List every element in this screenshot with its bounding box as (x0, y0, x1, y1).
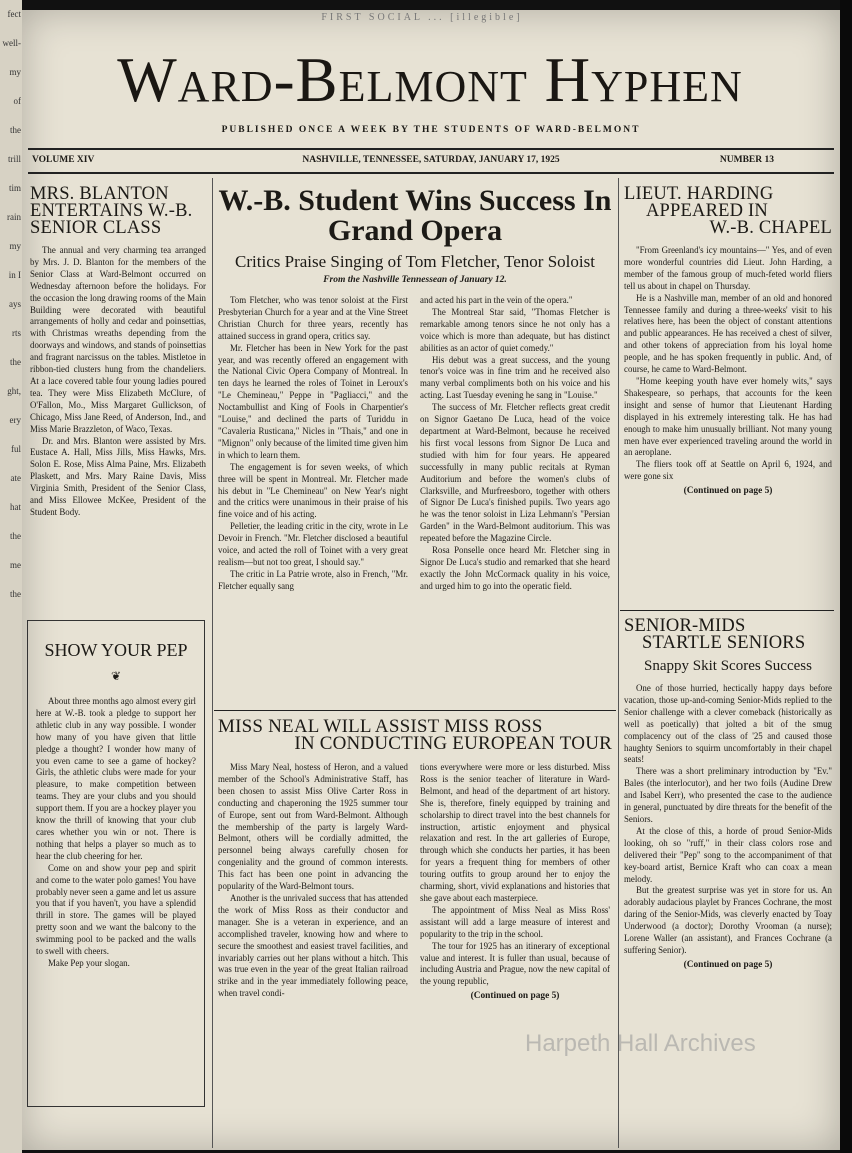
paragraph: The critic in La Patrie wrote, also in French, "Mr. Fletcher equally sang (218, 568, 408, 591)
opera-subheadline: Critics Praise Singing of Tom Fletcher, Tenor Soloist (235, 252, 595, 271)
issue-number: NUMBER 13 (719, 155, 774, 165)
seniormids-headline-1: SENIOR-MIDS (624, 616, 746, 636)
pep-headline: SHOW YOUR PEP (44, 640, 188, 660)
column-divider (212, 178, 213, 1148)
paragraph: Tom Fletcher, who was tenor soloist at the First Presbyterian Church for a year and at the Vine Street Christian Church for three years, recently has attained success in grand opera, critics say. (218, 295, 408, 341)
paragraph: tions everywhere were more or less disturbed. Miss Ross is the senior teacher of literature in Ward-Belmont, and head of the department of art history. She is, therefore, finely equipped by training and scholarship to direct travel into the best channels for instruction, artistic enjoyment and physical relaxation and rest. In the art galleries of Europe, through which she conducts her parties, it has been for years a frequent thing for members of other touring outfits to group around her to enjoy the charming, short, vivid explanations and histories that she gave about each masterpiece. (420, 762, 610, 903)
strip-fragment: my (9, 67, 21, 77)
seniormids-subheadline: Snappy Skit Scores Success (644, 658, 812, 674)
paragraph: Another is the unrivaled success that has attended the work of Miss Ross as their conductor and manager. She is a veteran in experience, and an accomplished traveler, knowing how and where to secure the smoothest and easiest travel facilities, and invariably carries out her plans without a hitch. This was true even in the year of the great Italian railroad strike and in the year immediately following peace, when travel condi- (218, 892, 408, 999)
blanton-headline: MRS. BLANTON ENTERTAINS W.-B. SENIOR CLASS (30, 184, 193, 238)
paragraph: Miss Mary Neal, hostess of Heron, and a valued member of the School's Administrative Staff, has been chosen to assist Miss Olive Carter Ross in conducting and chaperoning the 1925 summer tour of Europe, sent out from Ward-Belmont. Although the membership of the party is largely Ward-Belmont, others will be cordially admitted, the personnel being always carefully chosen for congeniality and the ground of common interests. This fact has been one point in advancing the popularity of the Ward-Belmont tours. (218, 762, 408, 892)
paragraph: One of those hurried, hectically happy days before vacation, those up-and-coming Senior-Mids replied to the Senior challenge with a clever comeback (historically as well as poetically) that jolted a bit of the smug complacency out of the class of '25 and caused those haughty Seniors to squirm uncomfortably in their chapel seats! (624, 683, 832, 765)
strip-fragment: the (10, 531, 21, 541)
strip-fragment: ays (9, 299, 21, 309)
strip-fragment: ful (11, 444, 21, 454)
masthead-tagline: PUBLISHED ONCE A WEEK BY THE STUDENTS OF WARD-BELMONT (221, 125, 641, 135)
paragraph: "Home keeping youth have ever homely wits," says Shakespeare, so perhaps, that accounts for the keen insight and sense of humor that Lieutenant Harding displayed in his extremely interesting talk. He has had enough to make him unusually brilliant. Not many young men have ever experienced traveling around the world in an aeroplane. (624, 375, 832, 458)
article-neal (218, 718, 612, 1003)
ornament-icon: ❦ (110, 669, 122, 683)
paragraph: The appointment of Miss Neal as Miss Ross' assistant will add a large measure of interest and popularity to the trip in the school. (420, 904, 610, 939)
paragraph: Rosa Ponselle once heard Mr. Fletcher sing in Signor De Luca's studio and remarked that she heard exactly the John McCormack quality in his voice, and urged him to go into the operatic field. (420, 545, 610, 591)
column-divider (618, 178, 619, 1148)
strip-fragment: ery (9, 415, 21, 425)
strip-fragment: fect (7, 9, 21, 19)
strip-fragment: me (10, 560, 21, 570)
paragraph: Mr. Fletcher has been in New York for the past year, and was recently offered an engagement with the National Civic Opera Company of Montreal. In ten days he learned the roles of Toinet in Leroux's "Le Chemineau," Peppe in "Pagliacci," and the Noctambullist and King of Fools in Charpentier's "Louise," and declined the parts of Turiddu in "Cavaleria Rusticana," Nicles in "Thais," and one in "Mignon" only because of the limited time given him in which to learn them. (218, 342, 408, 460)
opera-byline: From the Nashville Tennessean of January 12. (323, 275, 507, 285)
strip-fragment: hat (10, 502, 21, 512)
paragraph: At the close of this, a horde of proud Senior-Mids looking, oh so "ruff," in their class colors rose and delivered their "Pep" song to the accompaniment of that key-board artist, Bernice Kraft who can coax a mean melody. (624, 825, 832, 884)
paragraph: The success of Mr. Fletcher reflects great credit on Signor Gaetano De Luca, head of the voice department at Ward-Belmont, because he received his first vocal lessons from Signor De Luca and studied with him for four years. He appeared successfully in many public recitals at Ryman Auditorium and before the women's clubs of Clarksville, and Murfreesboro, together with others of Signor De Luca's finished pupils. Two years ago he was the tenor soloist in Liza Lehmann's "Persian Garden" in the Ward-Belmont auditorium. This was repeated before the Magazine Circle. (420, 402, 610, 544)
paragraph: The fliers took off at Seattle on April 6, 1924, and were gone six (624, 459, 832, 482)
adjacent-page-strip (0, 0, 22, 1153)
strip-fragment: the (10, 357, 21, 367)
rule-bottom (28, 172, 834, 174)
dateline-text: NASHVILLE, TENNESSEE, SATURDAY, JANUARY 17, 1925 (302, 155, 560, 165)
neal-headline-2: IN CONDUCTING EUROPEAN TOUR (294, 733, 612, 754)
harding-headline-1: LIEUT. HARDING (624, 184, 774, 204)
paragraph: About three months ago almost every girl here at W.-B. took a pledge to support her athletic club in any way possible. I wonder how many of you have given that little pledge a thought? I wonder how many of you even came to see a game of hockey? Girls, the athletic clubs were made for your pleasure, to make competition between teams. They are your clubs and you should support them. If you are a hockey player you know the thrill of knowing that your club cares whether you win or not. There is nothing that helps a player so much as to hear the club cheering for her. (36, 696, 196, 861)
paragraph: His debut was a great success, and the young tenor's voice was in fine trim and he received also many verbal compliments both on his voice and his acting. Last Tuesday evening he sang in "Louise." (420, 354, 610, 401)
paragraph: The annual and very charming tea arranged by Mrs. J. D. Blanton for the members of the Senior Class at Ward-Belmont occurred on Wednesday afternoon before the holidays. For the occasion the long drawing rooms of the Main Building were decorated with beautiful arrangements of holly and cedar and poinsettias, with Christmas wreaths depending from the doorways and windows, and stands of poinsettias and fragrant narcissus on the tables. Mistletoe in ribbon-tied clusters hung from the chandeliers. At a lace covered table four young ladies poured tea. They were Miss Elizabeth McClure, of O'Fallon, Mo., Miss Margaret Gullickson, of Chicago, Miss Jane Reed, of Anderson, Ind., and Miss Marie Brazzleton, of Waco, Texas. (30, 245, 206, 434)
paragraph: Pelletier, the leading critic in the city, wrote in Le Devoir in French. "Mr. Fletcher disclosed a beautiful voice, and acted the roll of Toinet with a very great realism—but not too great, I should say." (218, 521, 408, 567)
strip-fragment: the (10, 125, 21, 135)
masthead-title: Ward-Belmont Hyphen (117, 45, 743, 115)
opera-headline: W.-B. Student Wins Success In Grand Opera (218, 184, 612, 247)
strip-fragment: rts (12, 328, 21, 338)
paragraph: Make Pep your slogan. (48, 957, 130, 968)
volume-label: VOLUME XIV (32, 155, 95, 165)
paragraph: The tour for 1925 has an itinerary of exceptional value and interest. It is fuller than usual, because of including Austria and Prague, now the new capital of the young republic, (420, 940, 610, 987)
paragraph: The Montreal Star said, "Thomas Fletcher is remarkable among tenors since he not only has a voice which is more than adequate, but has distinct abilities as an actor of quiet comedy." (420, 306, 610, 353)
paragraph: The engagement is for seven weeks, of which three will be spent in Montreal. Mr. Fletcher made his debut in "Le Chemineau" on New Year's night and the critics were unanimous in their praise of his fine voice and of his acting. (218, 461, 408, 520)
article-harding (624, 186, 832, 498)
continued-note: (Continued on page 5) (470, 991, 560, 1002)
paragraph: Come on and show your pep and spirit and come to the water polo games! You have probably never seen a game and let us assure you that if you haven't, you have a splendid thrill in store. The games will be played pretty soon and we want the balcony to the swimming pool to be packed and the walls to swell with cheers. (36, 862, 196, 957)
scan-edge (840, 0, 852, 1153)
strip-fragment: ght, (7, 386, 21, 396)
paragraph: "From Greenland's icy mountains—" Yes, and of even more wonderful countries did Lieut. John Harding, a member of the famous group of much-feted world fliers tell us about in chapel on Thursday. (624, 245, 832, 291)
article-blanton (30, 186, 206, 519)
section-divider (214, 710, 616, 711)
strip-fragment: of (13, 96, 21, 106)
strip-fragment: my (9, 241, 21, 251)
paragraph: Dr. and Mrs. Blanton were assisted by Mrs. Eustace A. Hall, Miss Jills, Miss Hawks, Mrs. Solon E. Rose, Miss Alma Paine, Mrs. Elizabeth Plaskett, and Mrs. Mary Raine Davis, Miss Virginia Smith, President of the Senior Class, and Miss Ellowee McKee, President of the Student Body. (30, 435, 206, 517)
strip-fragment: ate (10, 473, 21, 483)
harding-headline-2: APPEARED IN (646, 201, 768, 221)
strip-fragment: tim (8, 183, 21, 193)
continued-note: (Continued on page 5) (683, 486, 773, 497)
paragraph: He is a Nashville man, member of an old and honored Tennessee family and during a three-weeks' visit to his relatives here, has been the object of constant attentions and public appearances. He has received a chest of silver, and other tokens of appreciation from his loyal home people, and he has spoken frequently in public. And, of course, he came to Ward-Belmont. (624, 292, 832, 375)
neal-headline-1: MISS NEAL WILL ASSIST MISS ROSS (218, 716, 543, 737)
seniormids-headline-2: STARTLE SENIORS (642, 633, 806, 653)
strip-fragment: the (10, 589, 21, 599)
strip-fragment: trill (8, 154, 21, 164)
article-opera (218, 186, 612, 593)
newspaper-page (22, 10, 840, 1150)
strip-fragment: in I (8, 270, 21, 280)
pep-box (27, 620, 205, 1107)
harding-headline-3: W.-B. CHAPEL (709, 218, 832, 238)
rule-top (28, 148, 834, 150)
masthead-faint-text: FIRST SOCIAL ... [illegible] (321, 12, 523, 23)
continued-note: (Continued on page 5) (683, 959, 773, 970)
paragraph: and acted his part in the vein of the opera." (420, 295, 573, 305)
strip-fragment: rain (7, 212, 21, 222)
archive-watermark: Harpeth Hall Archives (525, 1030, 756, 1057)
paragraph: But the greatest surprise was yet in store for us. An adorably audacious playlet by Frances Cochrane, the most daring of the Senior-Mids, was cleverly enacted by Toay Underwood (a doctor); Dorothy Vrooman (a nurse); Lorene Waller (an assistant), and Frances Cochrane (a suffering Senior). (624, 885, 832, 955)
paragraph: There was a short preliminary introduction by "Ev." Bales (the interlocutor), and her two foils (Audine Drew and Isabel Kerr), who presented the case to the audience in general, punctuated by dire threats for the benefit of the Seniors. (624, 766, 832, 824)
section-divider (620, 610, 834, 611)
strip-fragment: well- (2, 38, 21, 48)
article-seniormids (624, 618, 832, 972)
